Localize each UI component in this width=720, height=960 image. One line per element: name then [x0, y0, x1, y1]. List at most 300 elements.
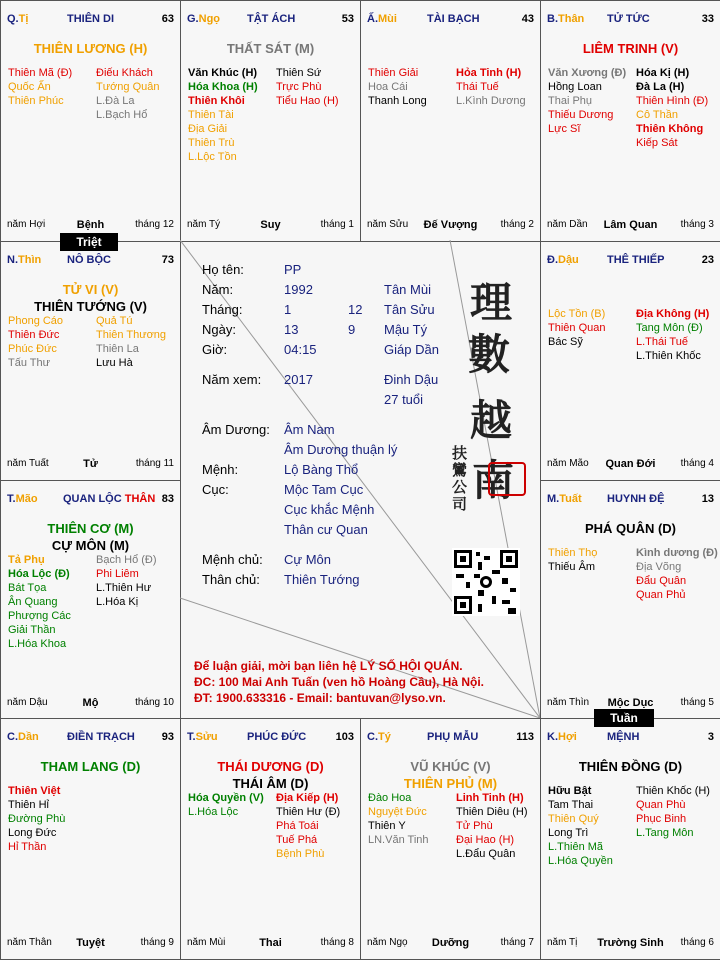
- star-item: Kiếp Sát: [636, 137, 678, 149]
- palace-stage: Bệnh: [76, 219, 105, 231]
- palace-month: tháng 7: [500, 937, 534, 948]
- palace-pos-letter: N.: [7, 254, 18, 266]
- palace-branch: Thìn: [18, 254, 42, 266]
- triet-badge: Triệt: [60, 233, 118, 251]
- palace-stage: Tử: [83, 458, 98, 470]
- major-star: THAM LANG (D): [40, 759, 141, 774]
- palace-name-text: HUYNH ĐỆ: [607, 493, 665, 505]
- star-item: Lộc Tồn (B): [548, 308, 606, 320]
- palace-header: [367, 13, 534, 29]
- calligraphy-char-1: 理: [470, 278, 513, 327]
- center-info-panel: [180, 240, 540, 718]
- palace-name-text: TÀI BẠCH: [427, 13, 480, 25]
- palace-footer: [547, 219, 714, 233]
- star-item: Long Trì: [548, 827, 589, 839]
- left-star-list: [548, 546, 597, 574]
- star-item: Thiên Mã (Đ): [8, 67, 73, 79]
- right-star-list: [456, 66, 526, 108]
- palace-year: năm Dần: [547, 219, 588, 230]
- palace-name: [607, 254, 664, 266]
- star-item: L.Thái Tuế: [636, 336, 688, 348]
- menh-label: Mệnh:: [202, 462, 239, 477]
- star-item: Thiên Tài: [188, 109, 234, 121]
- palace-year: năm Mùi: [187, 937, 226, 948]
- star-item: Thiên Đức: [8, 329, 60, 341]
- star-item: Lực Sĩ: [548, 123, 581, 135]
- star-item: Thiên Sứ: [276, 67, 322, 79]
- major-star: THIÊN PHỦ (M): [403, 776, 498, 791]
- palace-position: [547, 254, 579, 266]
- palace-stage: Mộc Dục: [607, 697, 654, 709]
- palace-name: [607, 493, 664, 505]
- palace-number: 33: [701, 13, 714, 25]
- red-seal: [488, 462, 526, 496]
- right-star-list: [636, 784, 710, 840]
- name-label: Họ tên:: [202, 262, 244, 277]
- palace-name: [427, 731, 478, 743]
- palace-stage: Dưỡng: [431, 937, 470, 949]
- palace-number: 23: [701, 254, 714, 266]
- palace-year: năm Tuất: [7, 458, 49, 469]
- left-star-list: [548, 66, 626, 136]
- view-year-can: Đinh Dậu: [384, 372, 439, 387]
- cuc-note: Cục khắc Mệnh: [284, 502, 375, 517]
- year-label: Năm:: [202, 282, 234, 297]
- hour-can: Giáp Dần: [384, 342, 439, 357]
- contact-address: ĐC: 100 Mai Anh Tuấn (ven hồ Hoàng Cầu), Hà Nội.: [194, 675, 485, 689]
- star-item: Hoa Cái: [368, 81, 408, 93]
- palace-stage: Tuyệt: [76, 937, 105, 949]
- palace-footer: [7, 937, 174, 951]
- star-item: Thiên Hình (Đ): [636, 95, 709, 107]
- palace-footer: [367, 219, 534, 233]
- palace-year: năm Sửu: [367, 219, 409, 230]
- left-star-list: [8, 66, 72, 108]
- palace-number: 63: [161, 13, 174, 25]
- right-star-list: [96, 553, 157, 609]
- age-value: 27 tuổi: [384, 392, 424, 407]
- major-star: CỰ MÔN (M): [51, 538, 130, 553]
- qr-code[interactable]: [452, 548, 520, 616]
- palace-branch: Sửu: [195, 731, 218, 743]
- palace-footer: [547, 458, 714, 472]
- palace-cell-tuat[interactable]: [540, 480, 720, 720]
- palace-branch: Mùi: [378, 13, 397, 25]
- amduong-note: Âm Dương thuận lý: [284, 442, 398, 457]
- palace-position: [367, 731, 391, 743]
- palace-name-text: THIÊN DI: [67, 13, 115, 25]
- major-star: THIÊN LƯƠNG (H): [33, 41, 148, 56]
- cuc-label: Cục:: [202, 482, 229, 497]
- right-star-list: [96, 66, 160, 122]
- palace-cell-dan[interactable]: [0, 718, 181, 960]
- palace-header: [7, 13, 174, 29]
- palace-footer: [7, 458, 174, 472]
- star-item: Cô Thần: [636, 109, 678, 121]
- star-item: Quả Tú: [96, 315, 133, 327]
- palace-month: tháng 11: [135, 458, 174, 469]
- palace-year: năm Thân: [7, 937, 52, 948]
- palace-position: [7, 731, 39, 743]
- star-item: Phúc Đức: [8, 343, 57, 355]
- star-item: Phục Binh: [636, 813, 687, 825]
- star-item: Thiên Hư (Đ): [276, 806, 341, 818]
- star-item: L.Kình Dương: [456, 95, 526, 107]
- star-item: Thái Tuế: [456, 81, 499, 93]
- palace-stage: Lâm Quan: [603, 219, 658, 231]
- left-star-list: [548, 784, 613, 868]
- palace-footer: [187, 937, 354, 951]
- star-item: Thiên Việt: [8, 785, 61, 797]
- right-star-list: [636, 546, 718, 602]
- palace-cell-ty[interactable]: [360, 718, 541, 960]
- star-item: Hóa Quyền (V): [188, 792, 264, 804]
- star-item: Thiếu Dương: [548, 109, 614, 121]
- palace-header: [547, 493, 714, 509]
- hour-label: Giờ:: [202, 342, 228, 357]
- contact-line-1: Để luận giải, mời bạn liên hệ LÝ SỐ HỘI QUÁN.: [194, 659, 463, 673]
- palace-cell-suu[interactable]: [180, 718, 361, 960]
- right-star-list: [276, 791, 340, 861]
- star-item: Bạch Hổ (Đ): [96, 554, 157, 566]
- palace-pos-letter: C.: [367, 731, 378, 743]
- star-item: L.Đà La: [96, 95, 135, 107]
- palace-stage: Quan Đới: [605, 458, 656, 470]
- star-item: L.Thiên Mã: [548, 841, 604, 853]
- palace-position: [7, 493, 38, 505]
- thanchu-label: Thân chủ:: [202, 572, 260, 587]
- palace-name: [63, 493, 155, 505]
- palace-pos-letter: Q.: [7, 13, 19, 25]
- palace-name: [67, 254, 111, 266]
- palace-year: năm Dậu: [7, 697, 48, 708]
- left-star-list: [8, 314, 63, 370]
- calligraphy-char-4: 南: [472, 456, 515, 505]
- major-star: THIÊN TƯỚNG (V): [34, 299, 147, 314]
- view-year-label: Năm xem:: [202, 372, 262, 387]
- star-item: Tang Môn (Đ): [636, 322, 703, 334]
- star-item: L.Thiên Khốc: [636, 350, 701, 362]
- star-item: Thiên Thương: [96, 329, 167, 341]
- palace-name: [607, 13, 650, 25]
- palace-month: tháng 9: [140, 937, 174, 948]
- palace-number: 43: [521, 13, 534, 25]
- calligraphy-char-3: 越: [470, 396, 513, 445]
- star-item: Thiên Y: [368, 820, 406, 832]
- left-star-list: [8, 784, 65, 854]
- palace-pos-letter: Ấ.: [367, 13, 378, 25]
- star-item: Hóa Lộc (Đ): [8, 568, 70, 580]
- palace-branch: Dậu: [558, 254, 579, 266]
- major-star: THÁI DƯƠNG (D): [217, 759, 324, 774]
- star-item: Tam Thai: [548, 799, 594, 811]
- star-item: Trực Phù: [276, 81, 322, 93]
- palace-name-text: MỆNH: [607, 731, 640, 743]
- star-item: L.Hóa Khoa: [8, 638, 67, 650]
- palace-year: năm Tị: [547, 937, 578, 948]
- year-can: Tân Mùi: [384, 282, 431, 297]
- palace-number: 53: [341, 13, 354, 25]
- star-item: Quan Phù: [636, 799, 686, 811]
- palace-number: 73: [161, 254, 174, 266]
- palace-pos-letter: K.: [547, 731, 558, 743]
- star-item: L.Tang Môn: [636, 827, 694, 839]
- tuan-badge: Tuần: [594, 709, 654, 727]
- palace-name-text: PHỤ MẪU: [427, 731, 479, 743]
- star-item: Thiên Giải: [368, 67, 419, 79]
- hour-value: 04:15: [284, 342, 317, 357]
- star-item: Địa Không (H): [636, 308, 710, 320]
- star-item: Thiên Diêu (H): [456, 806, 528, 818]
- left-star-list: [8, 553, 71, 651]
- palace-stage: Trường Sinh: [597, 937, 664, 949]
- star-item: Hỉ Thần: [8, 841, 47, 853]
- palace-pos-letter: Đ.: [547, 254, 558, 266]
- day-value: 13: [284, 322, 299, 337]
- palace-pos-letter: G.: [187, 13, 199, 25]
- star-item: Thiên Quan: [548, 322, 606, 334]
- palace-number: 103: [335, 731, 354, 743]
- right-star-list: [636, 66, 708, 150]
- star-item: Văn Khúc (H): [188, 67, 258, 79]
- star-item: Phi Liêm: [96, 568, 139, 580]
- palace-pos-letter: T.: [7, 493, 16, 505]
- palace-cell-thin[interactable]: [0, 241, 181, 481]
- palace-name-text: NÔ BỘC: [67, 254, 111, 266]
- contact-phone-email[interactable]: ĐT: 1900.633316 - Email: bantuvan@lyso.vn.: [194, 691, 446, 705]
- star-item: Tuế Phá: [276, 834, 318, 846]
- right-star-list: [636, 307, 709, 363]
- month-lunar: 12: [348, 302, 363, 317]
- star-item: Thiên Khôi: [188, 95, 245, 107]
- palace-name: [247, 731, 306, 743]
- palace-cell-mao[interactable]: [0, 480, 181, 720]
- star-item: Phong Cáo: [8, 315, 64, 327]
- star-item: L.Thiên Hư: [96, 582, 152, 594]
- palace-stage: Mộ: [82, 697, 99, 709]
- palace-header: [187, 731, 354, 747]
- month-can: Tân Sửu: [384, 302, 435, 317]
- palace-header: [7, 493, 174, 509]
- view-year-value: 2017: [284, 372, 313, 387]
- right-star-list: [456, 791, 528, 861]
- amduong-label: Âm Dương:: [202, 422, 270, 437]
- palace-position: [547, 731, 577, 743]
- palace-name: [67, 731, 135, 743]
- palace-stage: Suy: [260, 219, 281, 231]
- palace-month: tháng 4: [680, 458, 714, 469]
- star-item: Kình dương (Đ): [636, 547, 718, 559]
- star-item: Tả Phụ: [8, 554, 45, 566]
- palace-position: [7, 13, 28, 25]
- palace-pos-letter: B.: [547, 13, 558, 25]
- star-item: Quốc Ấn: [8, 81, 51, 93]
- palace-branch: Thân: [558, 13, 585, 25]
- star-item: Đào Hoa: [368, 792, 412, 804]
- star-item: Thiên Không: [636, 123, 704, 135]
- star-item: Tướng Quân: [96, 81, 160, 93]
- star-item: Địa Giải: [188, 123, 228, 135]
- palace-stage: Thai: [259, 937, 282, 949]
- star-item: L.Bạch Hổ: [96, 109, 148, 121]
- palace-name: [247, 13, 295, 25]
- star-item: Bác Sỹ: [548, 336, 583, 348]
- palace-name-text: QUAN LỘC: [63, 493, 122, 505]
- palace-name-text: ĐIỀN TRẠCH: [67, 731, 135, 743]
- palace-header: [7, 731, 174, 747]
- star-item: Nguyệt Đức: [368, 806, 427, 818]
- star-item: Bát Tọa: [8, 582, 47, 594]
- than-marker: THÂN: [124, 493, 156, 505]
- star-item: Thiên Phúc: [8, 95, 64, 107]
- star-item: Thiên Hỉ: [8, 799, 49, 811]
- palace-position: [187, 13, 220, 25]
- amduong-value: Âm Nam: [284, 422, 335, 437]
- palace-number: 3: [707, 731, 714, 743]
- month-value: 1: [284, 302, 292, 317]
- palace-cell-ngo[interactable]: [180, 0, 361, 242]
- palace-name: [607, 731, 639, 743]
- year-value: 1992: [284, 282, 313, 297]
- star-item: Địa Võng: [636, 561, 682, 573]
- star-item: Địa Kiếp (H): [276, 792, 339, 804]
- palace-position: [547, 493, 582, 505]
- palace-footer: [7, 219, 174, 233]
- star-item: Long Đức: [8, 827, 57, 839]
- palace-header: [367, 731, 534, 747]
- star-item: Bệnh Phù: [276, 848, 325, 860]
- palace-month: tháng 2: [500, 219, 534, 230]
- star-item: Lưu Hà: [96, 357, 133, 369]
- palace-cell-dau[interactable]: [540, 241, 720, 481]
- palace-branch: Hợi: [558, 731, 577, 743]
- palace-cell-than[interactable]: [540, 0, 720, 242]
- palace-name-text: PHÚC ĐỨC: [247, 731, 307, 743]
- star-item: LN.Văn Tinh: [368, 834, 429, 846]
- palace-month: tháng 10: [135, 697, 174, 708]
- right-star-list: [96, 314, 166, 370]
- left-star-list: [368, 66, 427, 108]
- palace-branch: Tị: [18, 13, 29, 25]
- palace-pos-letter: T.: [187, 731, 196, 743]
- star-item: Thiên Khốc (H): [636, 785, 710, 797]
- seal-small-text: 扶鸞公司: [452, 444, 468, 513]
- palace-month: tháng 12: [135, 219, 174, 230]
- star-item: Phượng Các: [8, 610, 71, 622]
- major-star: THẤT SÁT (M): [226, 41, 315, 56]
- palace-month: tháng 1: [320, 219, 354, 230]
- palace-name-text: TẬT ÁCH: [247, 13, 296, 25]
- palace-number: 113: [516, 731, 534, 743]
- menhchu-label: Mệnh chủ:: [202, 552, 263, 567]
- star-item: Ân Quang: [8, 596, 58, 608]
- palace-branch: Dần: [18, 731, 39, 743]
- star-item: Văn Xương (Đ): [548, 67, 627, 79]
- star-item: L.Hóa Lộc: [188, 806, 239, 818]
- left-star-list: [188, 791, 264, 819]
- palace-cell-ti[interactable]: [0, 0, 181, 242]
- palace-header: [7, 254, 174, 270]
- star-item: Đường Phù: [8, 813, 66, 825]
- star-item: Hóa Khoa (H): [188, 81, 258, 93]
- palace-year: năm Hợi: [7, 219, 46, 230]
- palace-header: [187, 13, 354, 29]
- major-star: THIÊN CƠ (M): [47, 521, 134, 536]
- palace-footer: [7, 697, 174, 711]
- star-item: Thiên Thọ: [548, 547, 598, 559]
- palace-branch: Ngọ: [198, 13, 221, 25]
- star-item: Tiểu Hao (H): [276, 95, 339, 107]
- palace-name-text: THÊ THIẾP: [607, 254, 665, 266]
- major-star: THÁI ÂM (D): [232, 776, 309, 791]
- palace-year: năm Thìn: [547, 697, 590, 708]
- major-star: TỬ VI (V): [62, 282, 119, 297]
- star-item: Thanh Long: [368, 95, 427, 107]
- star-item: Thai Phụ: [548, 95, 593, 107]
- left-star-list: [368, 791, 429, 847]
- star-item: Thiếu Âm: [548, 561, 596, 573]
- star-item: Linh Tinh (H): [456, 792, 524, 804]
- star-item: Hỏa Tinh (H): [456, 67, 522, 79]
- palace-year: năm Tý: [187, 219, 221, 230]
- palace-footer: [547, 937, 714, 951]
- palace-branch: Tuất: [559, 493, 582, 505]
- star-item: Tấu Thư: [8, 357, 51, 369]
- than-cu-note: Thân cư Quan: [284, 522, 368, 537]
- palace-name: [427, 13, 480, 25]
- palace-position: [367, 13, 397, 25]
- left-star-list: [188, 66, 258, 164]
- star-item: L.Lộc Tồn: [188, 151, 237, 163]
- palace-position: [547, 13, 584, 25]
- star-item: Đà La (H): [636, 81, 685, 93]
- star-item: Tử Phù: [456, 820, 493, 832]
- day-lunar: 9: [348, 322, 356, 337]
- star-item: Điếu Khách: [96, 67, 153, 79]
- palace-header: [547, 13, 714, 29]
- palace-pos-letter: C.: [7, 731, 18, 743]
- palace-month: tháng 3: [680, 219, 714, 230]
- name-value: PP: [284, 262, 302, 277]
- menhchu-value: Cự Môn: [284, 552, 331, 567]
- palace-name-text: TỬ TỨC: [607, 13, 650, 25]
- calligraphy-char-2: 數: [468, 330, 511, 379]
- star-item: L.Đẩu Quân: [456, 848, 516, 860]
- palace-header: [547, 254, 714, 270]
- star-item: L.Hóa Kị: [96, 596, 139, 608]
- palace-stage: Đế Vượng: [423, 219, 478, 231]
- cuc-value: Mộc Tam Cục: [284, 482, 364, 497]
- star-item: Giải Thần: [8, 624, 56, 636]
- star-item: Thiên La: [96, 343, 139, 355]
- palace-pos-letter: M.: [547, 493, 560, 505]
- palace-branch: Tý: [378, 731, 391, 743]
- palace-number: 93: [161, 731, 174, 743]
- palace-month: tháng 8: [320, 937, 354, 948]
- right-star-list: [276, 66, 339, 108]
- palace-month: tháng 6: [680, 937, 714, 948]
- star-item: Đẩu Quân: [636, 575, 687, 587]
- palace-name: [67, 13, 114, 25]
- palace-position: [187, 731, 218, 743]
- day-label: Ngày:: [202, 322, 236, 337]
- palace-position: [7, 254, 41, 266]
- palace-cell-mui[interactable]: [360, 0, 541, 242]
- palace-cell-hoi[interactable]: [540, 718, 720, 960]
- star-item: Hữu Bật: [548, 785, 592, 797]
- palace-month: tháng 5: [680, 697, 714, 708]
- star-item: Hóa Kị (H): [636, 67, 690, 79]
